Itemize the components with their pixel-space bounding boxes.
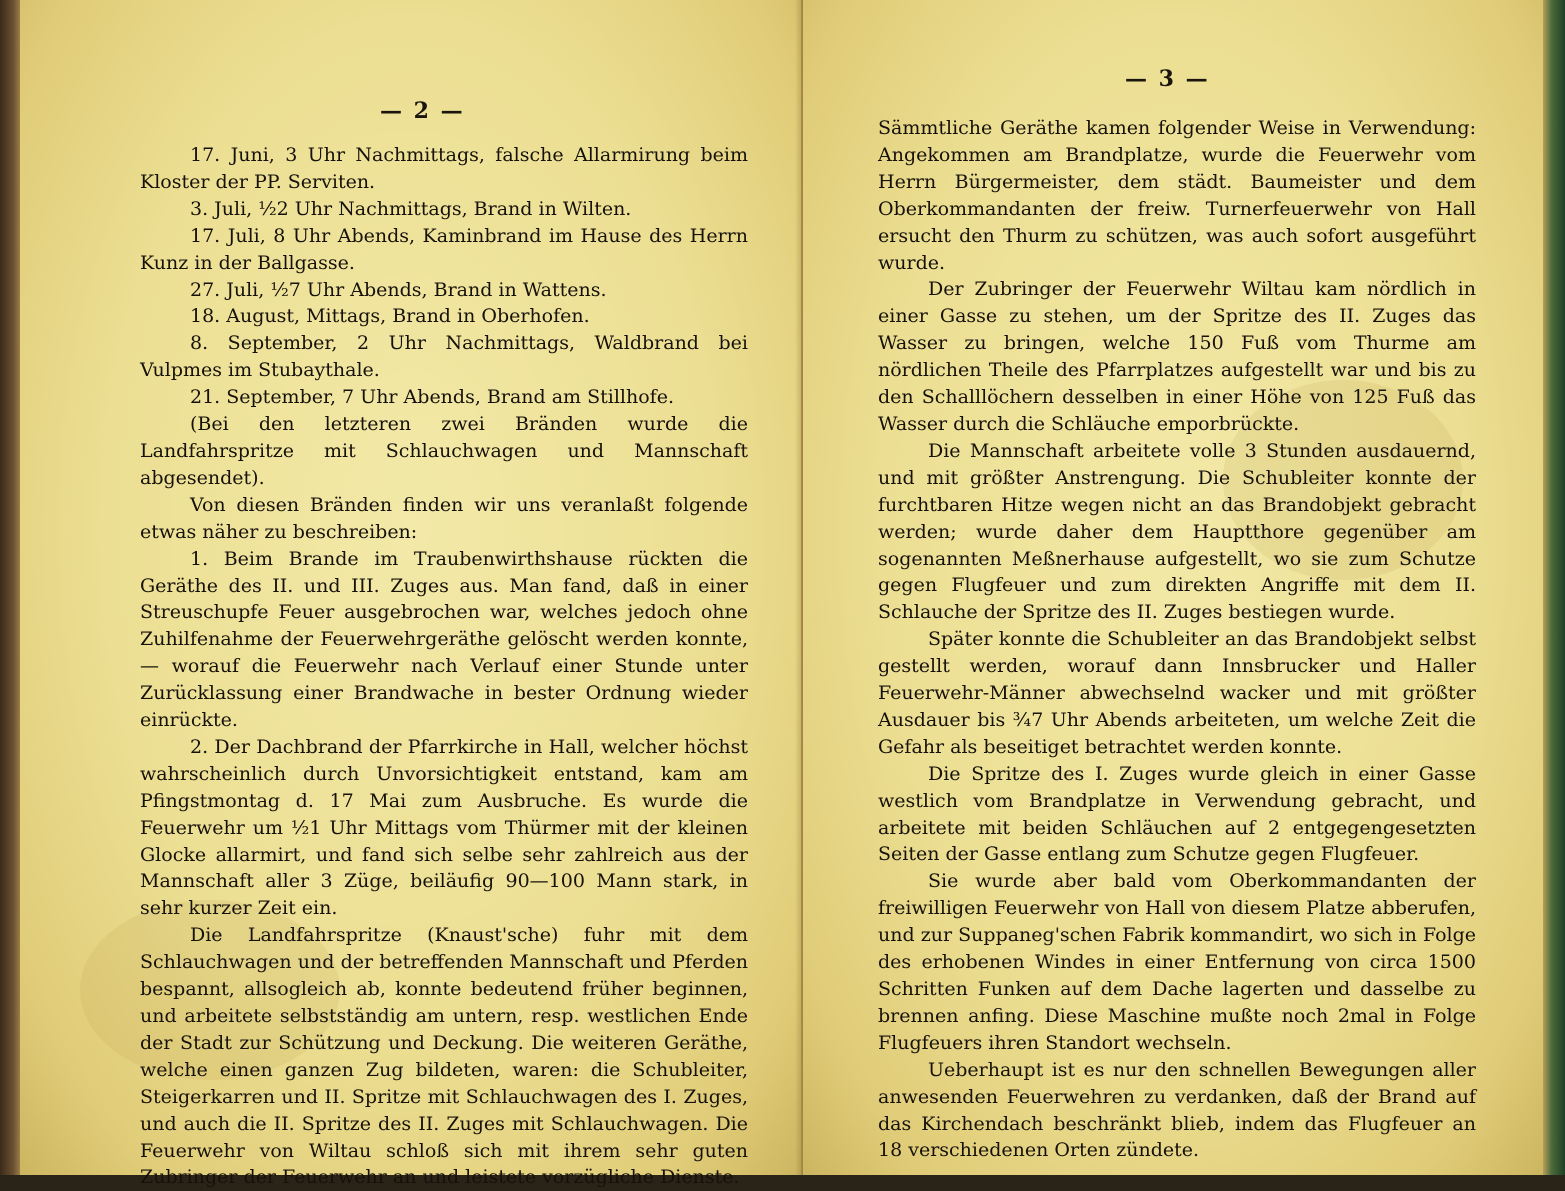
paragraph: Der Zubringer der Feuerwehr Wiltau kam nördlich in einer Gasse zu stehen, um der Spritze des II. Zuges das Wasser zu bringen, welche 150 Fuß vom Thurme am nördlichen Theile des Pfarrplatzes aufgestellt war und bis zu den Schalllöchern desselben in einer Höhe von 125 Fuß das Wasser durch die Schläuche emporbrückte. [878,278,1476,435]
paragraph: Die Mannschaft arbeitete volle 3 Stunden ausdauernd, und mit größter Anstrengung. Die Schubleiter konnte der furchtbaren Hitze wegen nicht an das Brandobjekt gebracht werden; wurde daher dem Hauptthore gegenüber am sogenannten Meßnerhause aufgestellt, wo sie zum Schutze gegen Flugfeuer und zum direkten Angriffe mit dem II. Schlauche der Spritze des II. Zuges bestiegen wurde. [878,439,1476,624]
paragraph: 1. Beim Brande im Traubenwirthshause rückten die Geräthe des II. und III. Zuges aus. Man fand, daß in einer Streuschupfe Feuer ausgebrochen war, welches jedoch ohne Zuhilfenahme der Feuerwehrgeräthe gelöscht werden konnte, — worauf die Feuerwehr nach Verlauf einer Stunde unter Zurücklassung einer Brandwache in bester Ordnung wieder einrückte. [140,547,748,732]
paragraph: 27. Juli, ½7 Uhr Abends, Brand in Wattens. [190,278,607,301]
paragraph: 18. August, Mittags, Brand in Oberhofen. [190,305,590,328]
left-page [20,0,803,1189]
paragraph: 21. September, 7 Uhr Abends, Brand am Stillhofe. [190,386,674,409]
book-cover-edge-left [0,0,22,1175]
page-body [140,142,748,1191]
paragraph: 8. September, 2 Uhr Nachmittags, Waldbrand bei Vulpmes im Stubaythale. [140,332,748,382]
paragraph: Sämmtliche Geräthe kamen folgender Weise in Verwendung: Angekommen am Brandplatze, wurde die Feuerwehr vom Herrn Bürgermeister, dem städt. Baumeister und dem Oberkommandanten der freiw. Turnerfeuerwehr von Hall ersucht den Thurm zu schützen, was auch sofort ausgeführt wurde. [878,117,1476,274]
paragraph: Die Spritze des I. Zuges wurde gleich in einer Gasse westlich vom Brandplatze in Verwendung gebracht, und arbeitete mit beiden Schläuchen auf 2 entgegengesetzten Seiten der Gasse entlang zum Schutze gegen Flugfeuer. [878,762,1476,866]
right-page [803,0,1543,1175]
page-number: — 3 — [1125,66,1210,92]
paragraph: (Bei den letzteren zwei Bränden wurde die Landfahrspritze mit Schlauchwagen und Mannschaft abgesendet). [140,413,748,489]
paragraph: 3. Juli, ½2 Uhr Nachmittags, Brand in Wilten. [190,197,632,220]
paragraph: Sie wurde aber bald vom Oberkommandanten der freiwilligen Feuerwehr von Hall von diesem Platze abberufen, und zur Suppaneg'schen Fabrik kommandirt, wo sich in Folge des erhobenen Windes in einer Entfernung von circa 1500 Schritten Funken auf dem Dache lagerten und dasselbe zu brennen anfing. Diese Maschine mußte noch 2mal in Folge Flugfeuers ihren Standort wechseln. [878,870,1476,1054]
paragraph: Später konnte die Schubleiter an das Brandobjekt selbst gestellt werden, worauf dann Innsbrucker und Haller Feuerwehr-Männer abwechselnd wacker und mit größter Ausdauer bis ¾7 Uhr Abends arbeiteten, um welche Zeit die Gefahr als beseitiget betrachtet werden konnte. [878,628,1476,758]
paragraph: Die Landfahrspritze (Knaust'sche) fuhr mit dem Schlauchwagen und der betreffenden Mannschaft und Pferden bespannt, allsogleich ab, konnte bedeutend früher beginnen, und arbeitete selbstständig am untern, resp. westlichen Ende der Stadt zur Schützung und Deckung. Die weiteren Geräthe, welche einen ganzen Zug bildeten, waren: die Schubleiter, Steigerkarren und II. Spritze mit Schlauchwagen des I. Zuges, und auch die II. Spritze des II. Zuges mit Schlauchwagen. Die Feuerwehr von Wiltau schloß sich mit ihrem sehr guten Zubringer der Feuerwehr an und leistete vorzügliche Dienste. [140,924,748,1189]
page-body [878,115,1476,1164]
book-cover-edge-right [1543,0,1565,1175]
paragraph: Von diesen Bränden finden wir uns veranlaßt folgende etwas näher zu beschreiben: [140,493,748,543]
page-number: — 2 — [380,98,465,124]
paragraph: Ueberhaupt ist es nur den schnellen Bewegungen aller anwesenden Feuerwehren zu verdanken, daß der Brand auf das Kirchendach beschränkt blieb, indem das Flugfeuer an 18 verschiedenen Orten zündete. [878,1058,1476,1162]
paragraph: 17. Juli, 8 Uhr Abends, Kaminbrand im Hause des Herrn Kunz in der Ballgasse. [140,224,748,274]
paragraph: 17. Juni, 3 Uhr Nachmittags, falsche Allarmirung beim Kloster der PP. Serviten. [140,144,748,193]
paragraph: 2. Der Dachbrand der Pfarrkirche in Hall, welcher höchst wahrscheinlich durch Unvorsichtigkeit entstand, kam am Pfingstmontag d. 17 Mai zum Ausbruche. Es wurde die Feuerwehr um ½1 Uhr Mittags vom Thürmer mit der kleinen Glocke allarmirt, und fand sich selbe sehr zahlreich aus der Mannschaft aller 3 Züge, beiläufig 90—100 Mann stark, in sehr kurzer Zeit ein. [140,735,748,920]
